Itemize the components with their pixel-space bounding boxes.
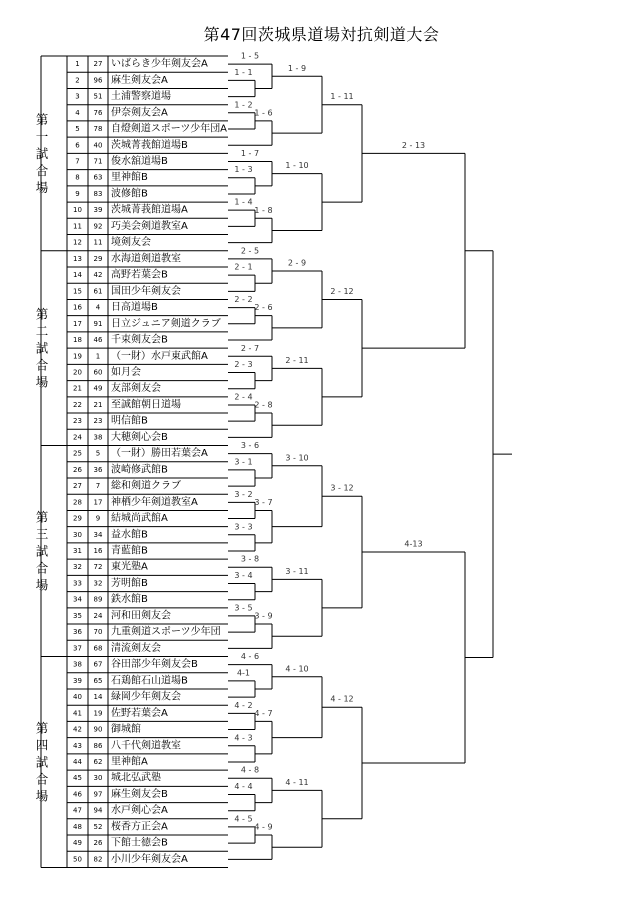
venue-label-char: 場 <box>35 374 49 390</box>
team-seed: 17 <box>93 498 103 507</box>
match-label: 1 - 3 <box>234 165 253 175</box>
team-name: 波修館B <box>111 188 148 200</box>
team-name: 清流剣友会 <box>111 642 161 654</box>
team-number: 4 <box>75 108 80 117</box>
team-number: 44 <box>73 758 82 767</box>
team-number: 5 <box>75 125 80 134</box>
match-label: 1 - 8 <box>254 205 273 215</box>
team-number: 10 <box>73 206 82 215</box>
team-number: 42 <box>73 725 82 734</box>
team-name: 小川少年剣友会A <box>111 853 188 865</box>
team-seed: 16 <box>93 547 103 556</box>
match-label: 2 - 8 <box>254 400 273 410</box>
match-label: 4 - 2 <box>234 700 253 710</box>
team-seed: 46 <box>93 336 103 345</box>
venue-label-char: 合 <box>35 162 49 178</box>
match-label: 2 - 13 <box>401 140 426 150</box>
team-number: 50 <box>73 855 82 864</box>
team-seed: 83 <box>93 189 103 198</box>
team-number: 48 <box>73 822 82 831</box>
team-name: 至誠館朝日道場 <box>111 399 181 411</box>
team-number: 9 <box>75 189 80 198</box>
team-name: 国田少年剣友会 <box>111 285 181 297</box>
team-number: 11 <box>73 222 82 231</box>
venue-label-char: 三 <box>35 526 49 542</box>
team-name: 芳明館B <box>111 577 148 589</box>
team-seed: 26 <box>93 839 103 848</box>
team-name: 総和剣道クラブ <box>111 480 181 492</box>
team-seed: 11 <box>93 238 103 247</box>
team-name: 自燈剣道スポーツ少年団A <box>111 123 228 135</box>
team-seed: 4 <box>95 303 101 312</box>
team-name: 俊水舘道場B <box>111 155 168 167</box>
match-label: 1 - 9 <box>287 63 307 73</box>
team-name: 河和田剣友会 <box>111 610 171 622</box>
team-name: 大穂剣心会B <box>111 431 168 443</box>
team-name: （一財）勝田若葉会A <box>111 448 208 460</box>
team-number: 16 <box>73 303 82 312</box>
team-name: 里神館B <box>111 172 148 184</box>
team-name: 伊奈剣友会A <box>111 107 168 119</box>
team-number: 21 <box>73 384 82 393</box>
team-seed: 97 <box>93 790 103 799</box>
venue-label-char: 第 <box>35 509 49 525</box>
team-number: 2 <box>75 76 80 85</box>
team-seed: 61 <box>93 287 103 296</box>
match-label: 3 - 8 <box>240 554 260 564</box>
venue-label-char: 合 <box>35 771 49 787</box>
team-seed: 68 <box>93 644 103 653</box>
team-number: 41 <box>73 709 82 718</box>
team-seed: 91 <box>93 319 103 328</box>
team-number: 40 <box>73 693 82 702</box>
team-seed: 96 <box>93 76 103 85</box>
team-name: 佐野若葉会A <box>111 707 168 719</box>
venue-label-char: 第 <box>35 720 49 736</box>
venue-label-char: 場 <box>35 577 49 593</box>
match-label: 2 - 1 <box>234 262 253 272</box>
team-number: 31 <box>73 547 82 556</box>
team-number: 26 <box>73 465 82 474</box>
team-seed: 70 <box>93 628 103 637</box>
match-label: 1 - 10 <box>285 161 309 171</box>
match-label: 2 - 2 <box>234 295 253 305</box>
team-number: 12 <box>73 238 82 247</box>
team-number: 19 <box>73 352 82 361</box>
team-seed: 34 <box>93 530 103 539</box>
team-name: 下館士徳会B <box>111 837 168 849</box>
team-seed: 62 <box>93 758 103 767</box>
team-name: 益水館B <box>111 529 148 541</box>
team-number: 39 <box>73 676 82 685</box>
team-name: 里神館A <box>111 756 148 768</box>
venue-label-char: 場 <box>35 788 49 804</box>
team-number: 3 <box>75 92 80 101</box>
team-name: 茨城菁莪館道場B <box>111 139 188 151</box>
team-seed: 27 <box>93 60 103 69</box>
team-number: 43 <box>73 741 82 750</box>
team-number: 38 <box>73 660 82 669</box>
team-seed: 9 <box>95 514 101 523</box>
team-name: 茨城菁莪館道場A <box>111 204 188 216</box>
team-name: 御城館 <box>111 724 141 736</box>
team-seed: 29 <box>93 254 103 263</box>
venue-label-char: 二 <box>35 323 49 339</box>
team-number: 46 <box>73 790 82 799</box>
match-label: 3 - 3 <box>234 522 253 532</box>
team-name: 日高道場B <box>111 302 158 314</box>
team-number: 47 <box>73 806 82 815</box>
team-name: 結城尚武館A <box>111 513 168 525</box>
team-number: 30 <box>73 530 82 539</box>
team-seed: 52 <box>93 822 103 831</box>
team-seed: 76 <box>93 108 103 117</box>
team-name: 巧美会剣道教室A <box>111 220 188 232</box>
venue-label-char: 試 <box>35 145 49 161</box>
team-seed: 92 <box>93 222 103 231</box>
team-seed: 21 <box>93 400 103 409</box>
venue-label-char: 試 <box>35 754 49 770</box>
match-label: 2 - 3 <box>234 359 253 369</box>
match-label: 3 - 7 <box>254 497 273 507</box>
match-label: 2 - 11 <box>285 355 309 365</box>
team-name: 土浦警察道場 <box>111 91 171 103</box>
team-name: 石鶏館石山道場B <box>111 675 188 687</box>
team-seed: 24 <box>93 611 103 620</box>
venue-label-char: 場 <box>35 179 49 195</box>
team-name: 如月会 <box>111 366 141 378</box>
match-label: 3 - 4 <box>234 570 253 580</box>
team-name: 神栖少年剣道教室A <box>111 496 198 508</box>
team-name: いばらき少年剣友会A <box>111 58 208 70</box>
team-number: 35 <box>73 611 82 620</box>
venue-label-char: 第 <box>35 111 49 127</box>
match-label: 2 - 7 <box>240 343 260 353</box>
team-seed: 32 <box>93 579 103 588</box>
team-name: 緑岡少年剣友会 <box>111 691 181 703</box>
match-label: 4 - 8 <box>240 765 260 775</box>
team-number: 36 <box>73 628 82 637</box>
team-name: 水戸剣心会A <box>111 805 168 817</box>
venue-label-char: 四 <box>35 737 49 753</box>
team-seed: 94 <box>93 806 103 815</box>
match-label: 3 - 12 <box>330 483 354 493</box>
team-name: 麻生剣友会A <box>111 74 168 86</box>
match-label: 2 - 4 <box>234 392 253 402</box>
team-seed: 36 <box>93 465 103 474</box>
match-label: 1 - 4 <box>234 197 253 207</box>
team-name: 麻生剣友会B <box>111 788 168 800</box>
match-label: 3 - 2 <box>234 489 253 499</box>
team-name: 谷田部少年剣友会B <box>111 659 198 671</box>
team-name: 境剣友会 <box>111 237 151 249</box>
team-seed: 71 <box>93 157 103 166</box>
team-number: 13 <box>73 254 82 263</box>
match-label: 4-13 <box>404 539 423 549</box>
team-seed: 49 <box>93 384 103 393</box>
venue-label-char: 第 <box>35 306 49 322</box>
team-number: 20 <box>73 368 82 377</box>
team-name: 桜香方正会A <box>111 821 168 833</box>
match-label: 4-1 <box>236 668 251 678</box>
match-label: 3 - 5 <box>234 603 253 613</box>
match-label: 1 - 1 <box>234 67 253 77</box>
venue-label-char: 試 <box>35 543 49 559</box>
team-number: 18 <box>73 336 82 345</box>
team-number: 8 <box>75 173 80 182</box>
team-name: 東光塾A <box>111 561 148 573</box>
team-name: 波崎修武館B <box>111 464 168 476</box>
team-name: 鉄水館B <box>111 594 148 606</box>
match-label: 2 - 9 <box>287 258 307 268</box>
match-label: 4 - 11 <box>285 777 309 787</box>
team-seed: 90 <box>93 725 103 734</box>
match-label: 3 - 9 <box>254 611 273 621</box>
team-number: 49 <box>73 839 82 848</box>
team-seed: 65 <box>93 676 103 685</box>
team-number: 34 <box>73 595 82 604</box>
team-name: 九重剣道スポーツ少年団 <box>111 626 221 638</box>
team-name: 水海道剣道教室 <box>111 253 181 265</box>
team-number: 24 <box>73 433 82 442</box>
team-seed: 86 <box>93 741 103 750</box>
team-seed: 78 <box>93 125 103 134</box>
team-name: 城北弘武塾 <box>111 772 161 784</box>
team-seed: 19 <box>93 709 103 718</box>
match-label: 2 - 12 <box>330 286 354 296</box>
team-number: 23 <box>73 417 82 426</box>
team-name: 明信館B <box>111 415 148 427</box>
venue-label-char: 合 <box>35 560 49 576</box>
team-seed: 51 <box>93 92 103 101</box>
team-seed: 42 <box>93 271 103 280</box>
match-label: 4 - 4 <box>234 781 253 791</box>
team-name: 八千代剣道教室 <box>111 740 181 752</box>
team-number: 33 <box>73 579 82 588</box>
match-label: 3 - 11 <box>285 566 309 576</box>
match-label: 4 - 12 <box>330 694 354 704</box>
team-number: 14 <box>73 271 82 280</box>
team-seed: 7 <box>95 482 101 491</box>
venue-label-char: 合 <box>35 357 49 373</box>
team-seed: 63 <box>93 173 103 182</box>
match-label: 3 - 10 <box>285 453 309 463</box>
team-seed: 5 <box>95 449 101 458</box>
team-number: 25 <box>73 449 82 458</box>
team-number: 28 <box>73 498 82 507</box>
match-label: 4 - 10 <box>285 664 309 674</box>
team-number: 37 <box>73 644 82 653</box>
team-seed: 89 <box>93 595 103 604</box>
match-label: 1 - 2 <box>234 100 253 110</box>
team-number: 1 <box>75 60 80 69</box>
match-label: 4 - 3 <box>234 733 253 743</box>
team-name: 友部剣友会 <box>111 383 161 395</box>
team-seed: 23 <box>93 417 103 426</box>
match-label: 3 - 6 <box>240 441 260 451</box>
team-seed: 67 <box>93 660 103 669</box>
team-seed: 38 <box>93 433 103 442</box>
team-name: （一財）水戸東武館A <box>111 350 208 362</box>
team-seed: 1 <box>95 352 101 361</box>
team-number: 6 <box>75 141 80 150</box>
match-label: 4 - 5 <box>234 814 253 824</box>
match-label: 1 - 11 <box>330 92 354 102</box>
team-number: 32 <box>73 563 82 572</box>
team-number: 27 <box>73 482 82 491</box>
team-name: 青藍館B <box>111 545 148 557</box>
match-label: 1 - 6 <box>254 108 273 118</box>
match-label: 4 - 6 <box>240 652 260 662</box>
team-number: 45 <box>73 774 82 783</box>
match-label: 4 - 7 <box>254 708 273 718</box>
team-number: 17 <box>73 319 82 328</box>
page-title: 第47回茨城県道場対抗剣道大会 <box>203 25 440 44</box>
match-label: 2 - 6 <box>254 303 273 313</box>
team-number: 7 <box>75 157 80 166</box>
team-number: 22 <box>73 400 82 409</box>
team-seed: 60 <box>93 368 103 377</box>
team-name: 高野若葉会B <box>111 269 168 281</box>
match-label: 3 - 1 <box>234 457 253 467</box>
team-name: 千束剣友会B <box>111 334 168 346</box>
team-number: 29 <box>73 514 82 523</box>
team-name: 日立ジュニア剣道クラブ <box>111 318 221 330</box>
team-seed: 40 <box>93 141 103 150</box>
team-seed: 82 <box>93 855 103 864</box>
venue-label-char: 一 <box>35 128 49 144</box>
match-label: 1 - 5 <box>240 51 260 61</box>
team-number: 15 <box>73 287 82 296</box>
team-seed: 14 <box>93 693 103 702</box>
match-label: 2 - 5 <box>240 246 260 256</box>
match-label: 4 - 9 <box>254 822 273 832</box>
team-seed: 30 <box>93 774 103 783</box>
team-seed: 72 <box>93 563 103 572</box>
match-label: 1 - 7 <box>240 148 260 158</box>
venue-label-char: 試 <box>35 340 49 356</box>
team-seed: 39 <box>93 206 103 215</box>
